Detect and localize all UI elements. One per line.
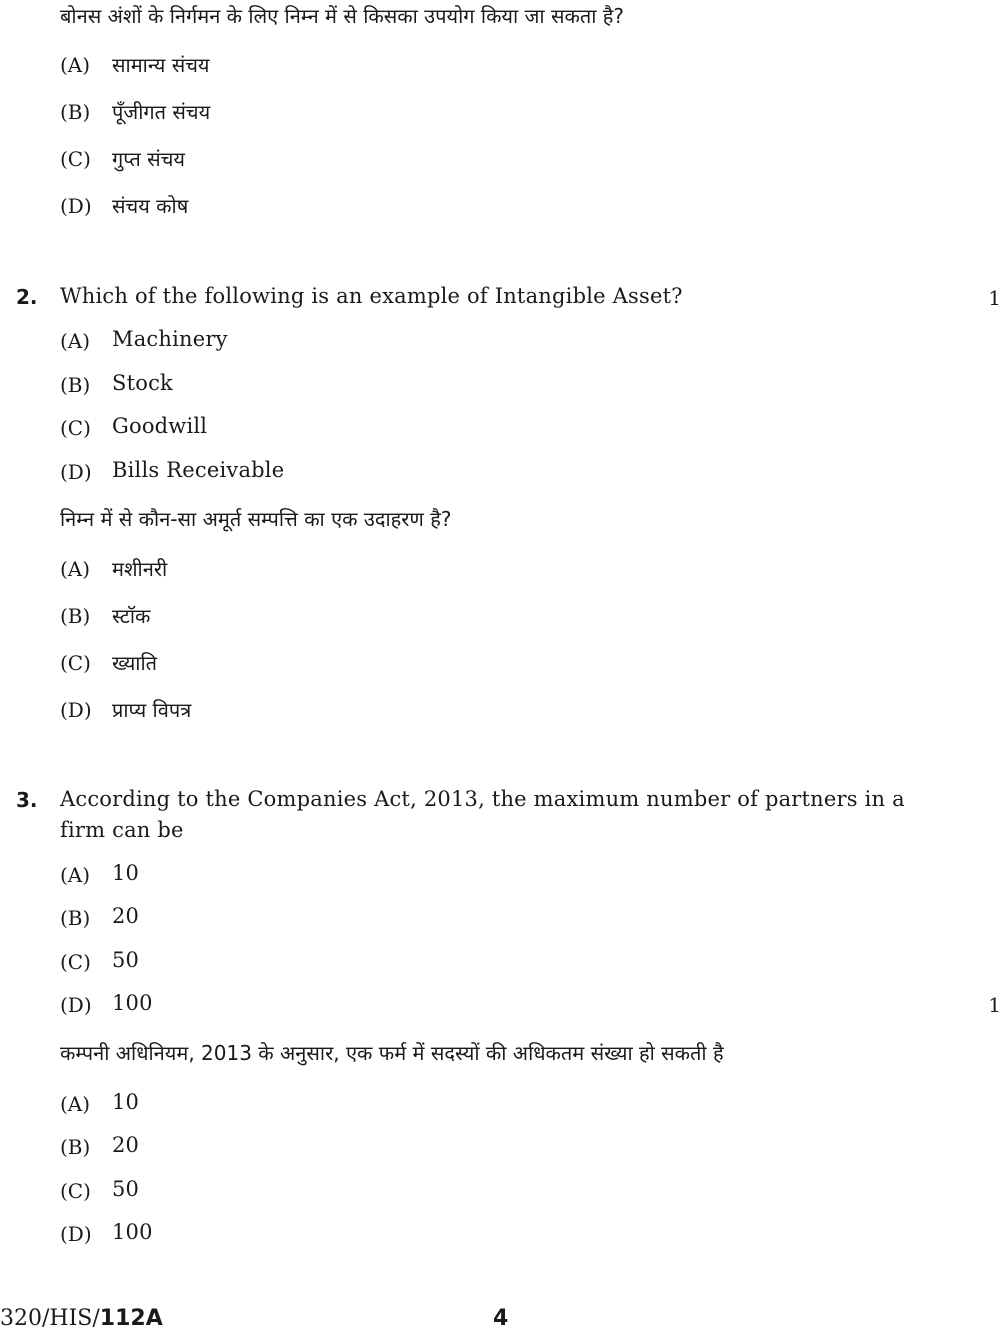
option-text: मशीनरी: [112, 557, 168, 581]
option-text: Machinery: [112, 327, 228, 351]
paper-code-prefix: 320/HIS/: [0, 1306, 100, 1331]
option-letter: (C): [60, 651, 91, 675]
option-letter: (C): [60, 1179, 91, 1203]
option-letter: (A): [60, 329, 91, 353]
question-number: 3.: [16, 788, 38, 812]
option-letter: (A): [60, 557, 91, 581]
paper-code-bold: 112A: [99, 1306, 163, 1331]
option-letter: (A): [60, 863, 91, 887]
option-text: 50: [112, 948, 140, 972]
option-letter: (B): [60, 604, 91, 628]
option-text: पूँजीगत संचय: [112, 100, 211, 124]
option-letter: (A): [60, 1092, 91, 1116]
option-letter: (B): [60, 1135, 91, 1159]
option-letter: (D): [60, 698, 92, 722]
option-text: स्टॉक: [112, 604, 151, 628]
option-text: ख्याति: [112, 651, 158, 675]
option-text: संचय कोष: [112, 194, 189, 218]
option-letter: (D): [60, 194, 92, 218]
option-text: प्राप्य विपत्र: [112, 698, 192, 722]
option-text: 20: [112, 1133, 140, 1157]
paper-code: [0, 1306, 163, 1331]
option-text: Stock: [112, 371, 173, 395]
option-text: गुप्त संचय: [112, 147, 185, 171]
option-letter: (C): [60, 147, 91, 171]
option-text: 100: [112, 1220, 153, 1244]
question-number: 2.: [16, 285, 38, 309]
option-letter: (D): [60, 460, 92, 484]
option-letter: (B): [60, 906, 91, 930]
option-text: 50: [112, 1177, 140, 1201]
option-letter: (C): [60, 416, 91, 440]
page-number: 4: [493, 1306, 509, 1331]
option-letter: (B): [60, 373, 91, 397]
option-text: 10: [112, 1090, 140, 1114]
option-letter: (D): [60, 1222, 92, 1246]
q3-hindi-question: कम्पनी अधिनियम, 2013 के अनुसार, एक फर्म में सदस्यों की अधिकतम संख्या हो सकती है: [60, 1041, 724, 1065]
q2-question: Which of the following is an example of Intangible Asset?: [60, 284, 683, 308]
marks: 1: [988, 286, 1001, 310]
q3-question-line-1: According to the Companies Act, 2013, the maximum number of partners in a: [60, 787, 905, 811]
option-text: Goodwill: [112, 414, 208, 438]
q1-hindi-question: बोनस अंशों के निर्गमन के लिए निम्न में से किसका उपयोग किया जा सकता है?: [60, 4, 624, 28]
marks: 1: [988, 993, 1001, 1017]
option-text: 20: [112, 904, 140, 928]
option-text: Bills Receivable: [112, 458, 285, 482]
option-text: सामान्य संचय: [112, 53, 210, 77]
q2-hindi-question: निम्न में से कौन-सा अमूर्त सम्पत्ति का एक उदाहरण है?: [60, 507, 452, 531]
option-text: 10: [112, 861, 140, 885]
option-letter: (C): [60, 950, 91, 974]
q3-question-line-2: firm can be: [60, 818, 184, 842]
option-letter: (D): [60, 993, 92, 1017]
option-letter: (A): [60, 53, 91, 77]
option-text: 100: [112, 991, 153, 1015]
option-letter: (B): [60, 100, 91, 124]
